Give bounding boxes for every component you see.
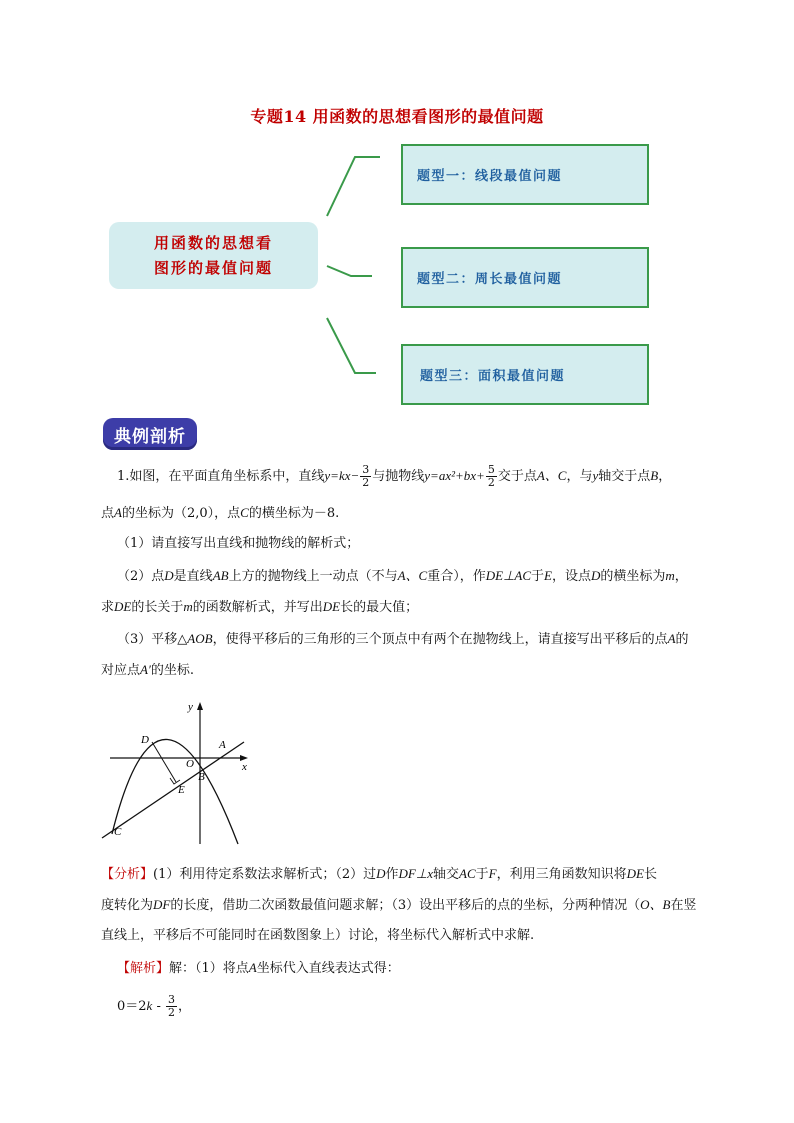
math: DE [322,599,341,614]
math: A [114,505,122,520]
text: 度转化为 [101,898,154,913]
text: (1）利用待定系数法求解析式；（2）过 [153,867,377,882]
question-3-line-1 [117,629,689,650]
center-line-2: 图形的最值问题 [153,258,273,277]
math: y [592,468,599,483]
text: 的坐标. [150,663,194,678]
text: 的横坐标为 [600,569,666,584]
frac-num: 5 [487,463,495,476]
math: C [240,505,249,520]
math: AB [212,568,229,583]
branch-1-label: 题型一：线段最值问题 [417,169,563,184]
text: 的坐标为（2,0），点 [121,506,241,521]
text: ， [674,569,688,584]
math: DE [626,866,644,881]
math: A′ [140,662,151,677]
text: 轴交 [432,867,459,882]
math: D [590,568,601,583]
math: A、C [397,568,428,583]
label-o: O [186,758,194,770]
text: ，与 [566,469,593,484]
text: ， [178,999,192,1014]
fraction-5-2 [486,464,497,489]
math: A [248,960,257,975]
math: F [488,866,497,881]
frac-den: 2 [362,476,370,489]
solution-line-1 [117,958,400,979]
math: DF⊥x [398,866,433,881]
text: 于 [531,569,545,584]
problem-figure [96,696,266,846]
label-d: D [141,734,149,746]
text: 在竖 [670,898,697,913]
frac-num: 3 [362,463,370,476]
mindmap-connectors [0,0,794,420]
math: DE⊥AC [485,568,531,583]
mindmap-branch-1 [401,144,649,205]
fraction-3-2 [166,994,177,1019]
math: m [183,599,193,614]
math: k [146,998,153,1013]
math: E [544,568,552,583]
math: DE [114,599,132,614]
text: 的函数解析式，并写出 [192,600,323,615]
text: （3）平移△ [117,632,188,647]
question-1: （1）请直接写出直线和抛物线的解析式； [117,536,360,551]
text: 于 [475,867,489,882]
label-e: E [178,784,185,796]
math: D [376,866,386,881]
problem-line-1 [117,464,671,489]
math: A、C [536,468,567,483]
mindmap-branch-3 [401,344,649,405]
analysis-line-3: 直线上，平移后不可能同时在函数图象上）讨论，将坐标代入解析式中求解. [101,928,535,943]
section-tag: 典例剖析 [103,418,197,450]
text: - [152,999,165,1014]
text: 1.如图，在平面直角坐标系中，直线 [117,469,325,484]
text: 的长度，借助二次函数最值问题求解；（3）设出平移后的点的坐标，分两种情况（ [170,898,641,913]
page-title: 专题14 用函数的思想看图形的最值问题 [250,107,544,126]
math: AOB [187,631,213,646]
connector-branch-2 [327,266,372,276]
label-y: y [188,701,193,713]
connector-branch-3 [327,318,376,373]
text: ，设点 [551,569,591,584]
solution-tag: 【解析】 [117,961,170,976]
parabola-curve [112,739,238,844]
analysis-line-2 [101,895,697,916]
text: （2）点 [117,569,165,584]
label-a: A [219,739,226,751]
text: 长的最大值； [340,600,419,615]
frac-den: 2 [168,1006,175,1019]
mindmap-center-node [109,222,318,289]
math-parabola-eq: y=ax²+bx+ [424,468,485,483]
text: 交于点 [497,469,537,484]
label-x: x [242,761,247,773]
center-line-1: 用函数的思想看 [153,233,273,252]
fraction-3-2 [360,464,371,489]
label-b: B [198,771,205,783]
math: m [665,568,675,583]
branch-2-label: 题型二：周长最值问题 [417,272,563,287]
frac-den: 2 [487,476,495,489]
text: 点 [101,506,115,521]
text: 的 [675,632,689,647]
text: 解：（1）将点 [169,961,249,976]
math: B [650,468,659,483]
frac-num: 3 [168,993,175,1006]
analysis-tag: 【分析】 [101,867,154,882]
math-line-eq: y=kx− [324,468,360,483]
y-axis-arrow-icon [197,702,203,710]
text: 长 [643,867,657,882]
text: 的横坐标为－8. [248,506,340,521]
text: 轴交于点 [598,469,651,484]
text: 重合），作 [427,569,486,584]
question-2-line-1 [117,566,688,587]
connector-branch-1 [327,157,380,216]
solution-equation [117,994,191,1019]
problem-line-2 [101,503,339,524]
math: O、B [640,897,671,912]
segment-de [152,742,176,782]
line-ac [102,742,244,838]
text: 上方的抛物线上一动点（不与 [228,569,398,584]
label-c: C [114,826,122,838]
text: 坐标代入直线表达式得： [256,961,400,976]
math: DF [153,897,171,912]
text: 与抛物线 [372,469,425,484]
text: 对应点 [101,663,141,678]
math: AC [459,866,476,881]
text: 作 [385,867,399,882]
question-3-line-2 [101,660,194,681]
text: ，利用三角函数知识将 [496,867,627,882]
text: 求 [101,600,115,615]
text: ， [658,469,672,484]
math: A [667,631,676,646]
analysis-line-1 [101,864,657,885]
text: 的长关于 [131,600,184,615]
question-2-line-2 [101,597,418,618]
text: 是直线 [173,569,213,584]
text: ，使得平移后的三角形的三个顶点中有两个在抛物线上，请直接写出平移后的点 [212,632,668,647]
branch-3-label: 题型三：面积最值问题 [420,369,566,384]
mindmap-branch-2 [401,247,649,308]
math: D [164,568,174,583]
text: 0＝2 [117,999,147,1014]
